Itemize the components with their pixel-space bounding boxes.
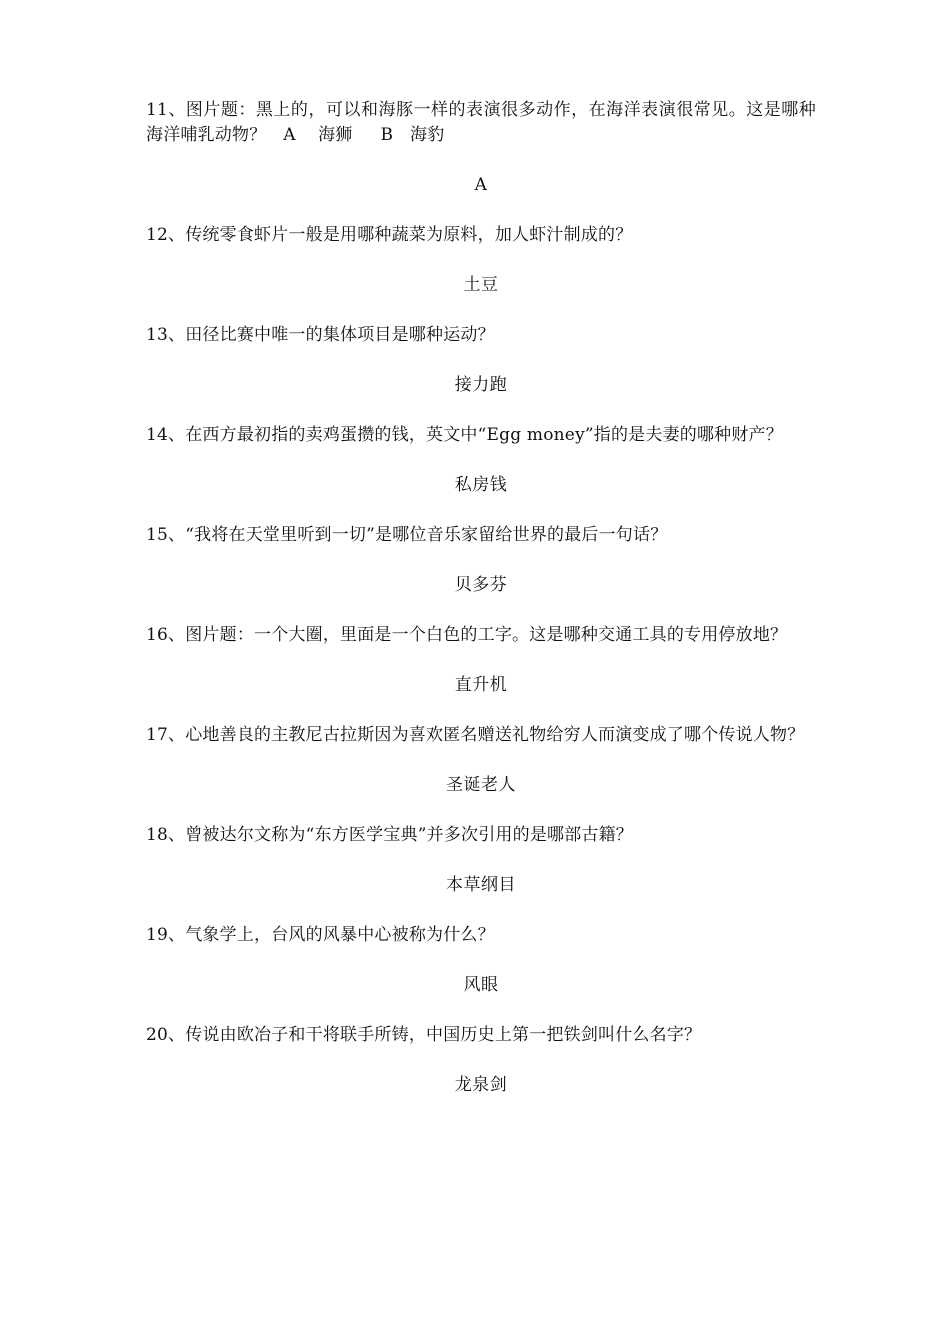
question-13: 13、田径比赛中唯一的集体项目是哪种运动？: [146, 325, 495, 345]
question-15: 15、“我将在天堂里听到一切”是哪位音乐家留给世界的最后一句话？: [146, 525, 668, 545]
answer-19: 风眼: [463, 975, 499, 995]
answer-11: A: [474, 175, 488, 195]
question-19: 19、气象学上，台风的风暴中心被称为什么？: [146, 925, 495, 945]
question-14: 14、在西方最初指的卖鸡蛋攒的钱，英文中“Egg money”指的是夫妻的哪种财产？: [146, 425, 783, 445]
answer-18: 本草纲目: [446, 875, 516, 895]
answer-20: 龙泉剑: [454, 1075, 508, 1095]
answer-14: 私房钱: [454, 475, 508, 495]
question-11: 11、图片题：黑上的，可以和海豚一样的表演很多动作，在海洋表演很常见。这是哪种海洋哺乳动物？ A 海狮 B 海豹: [146, 100, 816, 145]
answer-15: 贝多芬: [454, 575, 508, 595]
question-16: 16、图片题：一个大圈，里面是一个白色的工字。这是哪种交通工具的专用停放地？: [146, 625, 788, 645]
question-18: 18、曾被达尔文称为“东方医学宝典”并多次引用的是哪部古籍？: [146, 825, 634, 845]
answer-16: 直升机: [454, 675, 508, 695]
question-17: 17、心地善良的主教尼古拉斯因为喜欢匿名赠送礼物给穷人而演变成了哪个传说人物？: [146, 725, 805, 745]
question-12: 12、传统零食虾片一般是用哪种蔬菜为原料，加人虾汁制成的？: [146, 225, 633, 245]
answer-13: 接力跑: [454, 375, 508, 395]
answer-17: 圣诞老人: [446, 775, 516, 795]
question-20: 20、传说由欧冶子和干将联手所铸，中国历史上第一把铁剑叫什么名字？: [146, 1025, 702, 1045]
qa-list: [146, 98, 816, 1098]
answer-12: 土豆: [463, 275, 499, 295]
